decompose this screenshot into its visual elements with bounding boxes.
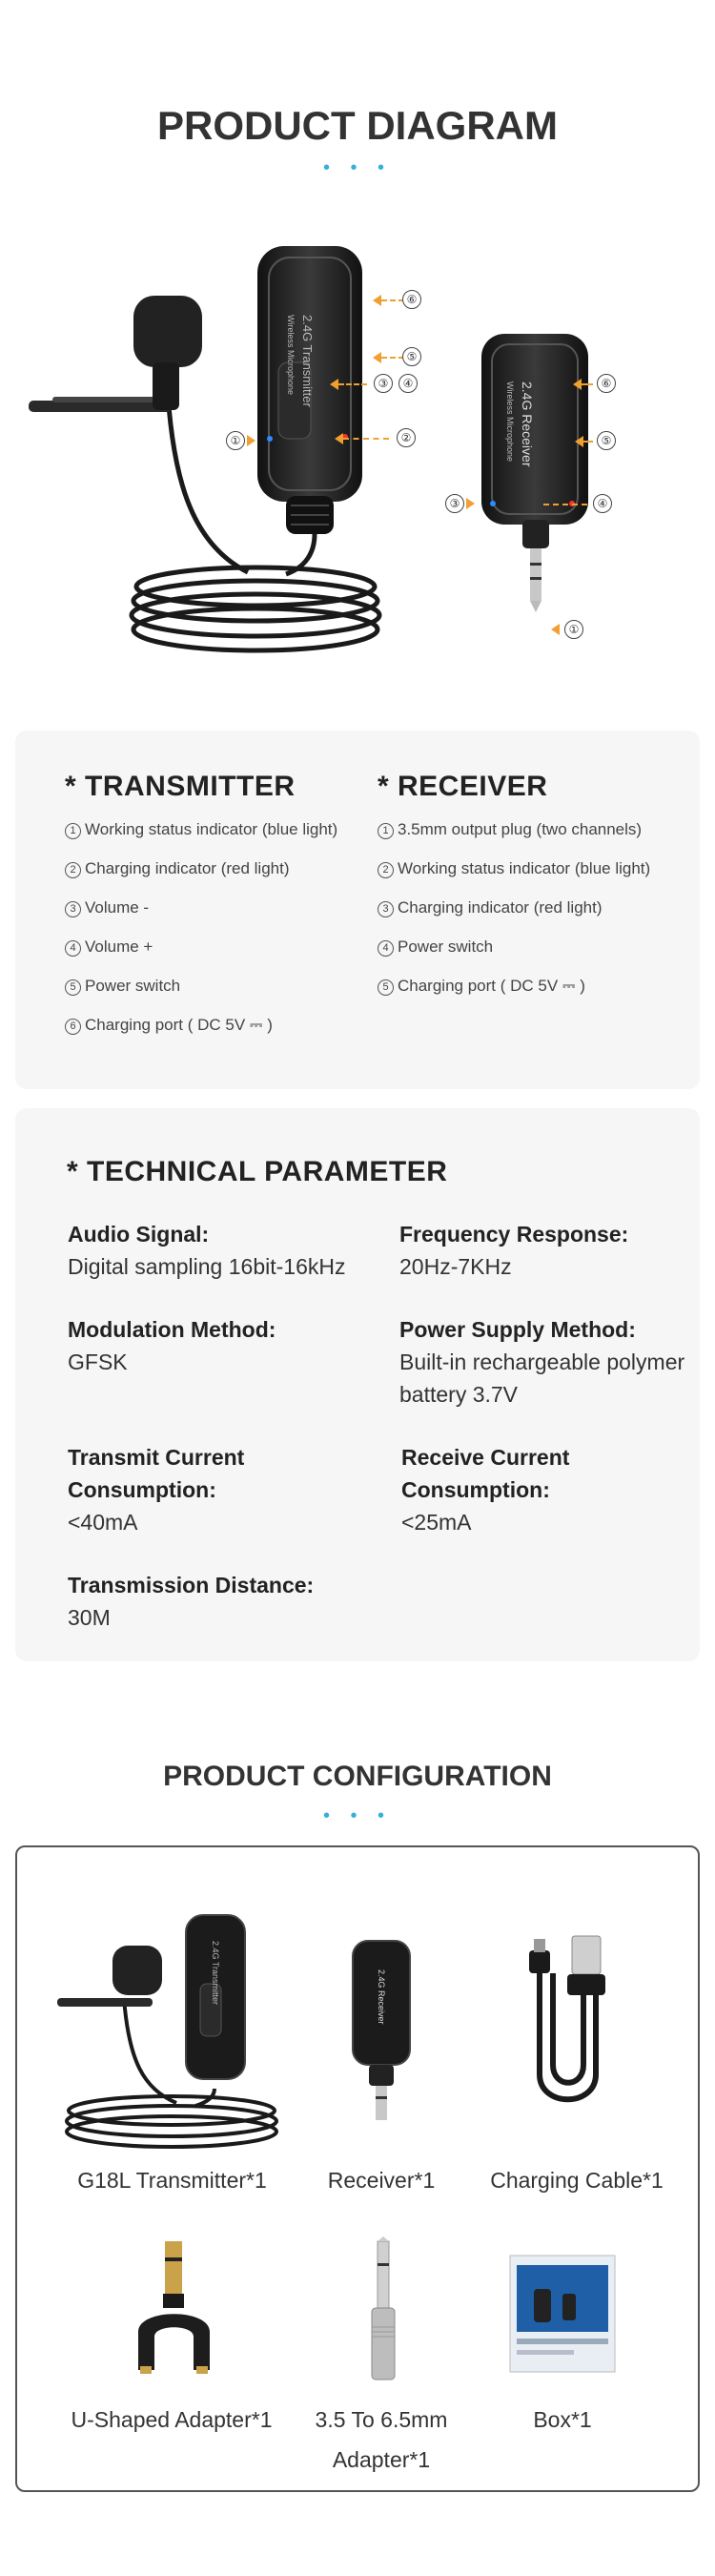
callout-4: ④ <box>398 374 418 393</box>
param-receive-current <box>401 1441 621 1538</box>
param-power-supply <box>399 1313 697 1411</box>
param-audio-signal <box>68 1218 373 1283</box>
param-value: 30M <box>68 1605 111 1630</box>
param-frequency-response <box>399 1218 695 1283</box>
callout-r3: ③ <box>445 494 464 513</box>
callout-line <box>343 438 389 440</box>
charging-cable-image <box>515 1931 620 2117</box>
param-value: <40mA <box>68 1510 138 1535</box>
svg-text:2.4G Receiver: 2.4G Receiver <box>377 1969 386 2025</box>
param-value: GFSK <box>68 1350 128 1374</box>
list-item <box>378 977 650 1016</box>
param-value: <25mA <box>401 1510 472 1535</box>
configuration-dots: • • • <box>322 1805 393 1826</box>
item-text: Power switch <box>85 977 181 995</box>
transmitter-list <box>65 820 337 1055</box>
arrow-left-icon <box>373 295 381 306</box>
caption-transmitter: G18L Transmitter*1 <box>77 2168 267 2193</box>
list-item <box>65 1016 337 1055</box>
item-number: 1 <box>65 823 81 839</box>
transmitter-image <box>52 1907 291 2160</box>
item-text: Power switch <box>398 938 494 956</box>
svg-text:2.4G Receiver: 2.4G Receiver <box>520 381 535 467</box>
arrow-left-icon <box>330 379 338 390</box>
arrow-right-icon <box>466 498 475 509</box>
callout-3: ③ <box>374 374 393 393</box>
list-item <box>378 898 650 938</box>
mic-foam <box>133 296 202 367</box>
arrow-left-icon <box>551 624 560 635</box>
diagram-title: PRODUCT DIAGRAM <box>157 103 558 148</box>
param-label: Power Supply Method: <box>399 1317 636 1342</box>
receiver-list <box>378 820 650 1016</box>
product-diagram-svg <box>0 229 715 687</box>
caption-u-adapter: U-Shaped Adapter*1 <box>71 2407 273 2432</box>
callout-r6: ⑥ <box>597 374 616 393</box>
jack-adapter-image <box>364 2236 402 2384</box>
param-label: Audio Signal: <box>68 1222 210 1247</box>
svg-text:2.4G Transmitter: 2.4G Transmitter <box>211 1941 220 2006</box>
callout-1: ① <box>226 431 245 450</box>
receiver-heading: * RECEIVER <box>378 771 548 802</box>
param-label: Transmit Current Consumption: <box>68 1445 245 1502</box>
transmitter-label-text: 2.4G Transmitter <box>300 315 315 407</box>
callout-r1: ① <box>564 620 583 639</box>
param-label: Modulation Method: <box>68 1317 276 1342</box>
list-item <box>65 977 337 1016</box>
arrow-left-icon <box>335 433 343 444</box>
u-adapter-image <box>129 2236 219 2380</box>
item-text: Working status indicator (blue light) <box>398 859 651 877</box>
item-number: 5 <box>378 979 394 996</box>
arrow-left-icon <box>573 379 582 390</box>
item-number: 5 <box>65 979 81 996</box>
param-label: Receive Current Consumption: <box>401 1445 570 1502</box>
callout-line <box>543 504 587 505</box>
caption-charging-cable: Charging Cable*1 <box>490 2168 664 2193</box>
callout-line <box>583 441 593 443</box>
item-number: 3 <box>378 901 394 917</box>
callout-line <box>582 383 593 385</box>
list-item <box>65 898 337 938</box>
item-text: Charging port ( DC 5V ⎓ ) <box>85 1016 273 1034</box>
item-text: Volume + <box>85 938 153 956</box>
caption-receiver: Receiver*1 <box>327 2168 436 2193</box>
param-modulation-method <box>68 1313 373 1378</box>
item-text: Charging indicator (red light) <box>85 859 290 877</box>
list-item <box>65 938 337 977</box>
item-text: Volume - <box>85 898 150 917</box>
param-transmit-current <box>68 1441 287 1538</box>
callout-line <box>338 383 367 385</box>
list-item <box>65 820 337 859</box>
param-value: 20Hz-7KHz <box>399 1254 512 1279</box>
configuration-title: PRODUCT CONFIGURATION <box>163 1761 552 1792</box>
item-text: Charging port ( DC 5V ⎓ ) <box>398 977 585 995</box>
caption-jack-adapter: 3.5 To 6.5mm Adapter*1 <box>315 2407 448 2472</box>
technical-heading: * TECHNICAL PARAMETER <box>67 1156 448 1187</box>
item-number: 4 <box>65 940 81 957</box>
callout-5: ⑤ <box>402 347 421 366</box>
list-item <box>65 859 337 898</box>
list-item <box>378 820 650 859</box>
param-value: Digital sampling 16bit-16kHz <box>68 1254 346 1279</box>
list-item <box>378 938 650 977</box>
item-number: 2 <box>378 862 394 878</box>
item-number: 2 <box>65 862 81 878</box>
item-text: 3.5mm output plug (two channels) <box>398 820 643 838</box>
product-diagram-image <box>0 229 715 687</box>
callout-line <box>381 299 404 301</box>
item-text: Working status indicator (blue light) <box>85 820 338 838</box>
box-image <box>505 2251 620 2375</box>
list-item <box>378 859 650 898</box>
param-value: Built-in rechargeable polymer battery 3.7V <box>399 1350 685 1407</box>
diagram-dots: • • • <box>322 157 393 178</box>
item-number: 6 <box>65 1019 81 1035</box>
item-number: 1 <box>378 823 394 839</box>
callout-line <box>381 357 404 359</box>
arrow-left-icon <box>575 436 583 447</box>
param-transmission-distance <box>68 1569 373 1634</box>
arrow-left-icon <box>373 352 381 363</box>
callout-r5: ⑤ <box>597 431 616 450</box>
svg-text:Wireless Microphone: Wireless Microphone <box>286 315 296 396</box>
callout-6: ⑥ <box>402 290 421 309</box>
transmitter-heading: * TRANSMITTER <box>65 771 296 802</box>
item-number: 4 <box>378 940 394 957</box>
param-label: Frequency Response: <box>399 1222 629 1247</box>
receiver-image <box>348 1936 415 2127</box>
item-text: Charging indicator (red light) <box>398 898 603 917</box>
item-number: 3 <box>65 901 81 917</box>
callout-r4: ④ <box>593 494 612 513</box>
callout-2: ② <box>397 428 416 447</box>
svg-text:Wireless Microphone: Wireless Microphone <box>505 381 515 463</box>
param-label: Transmission Distance: <box>68 1573 315 1597</box>
arrow-right-icon <box>247 435 255 446</box>
caption-box: Box*1 <box>533 2407 592 2432</box>
